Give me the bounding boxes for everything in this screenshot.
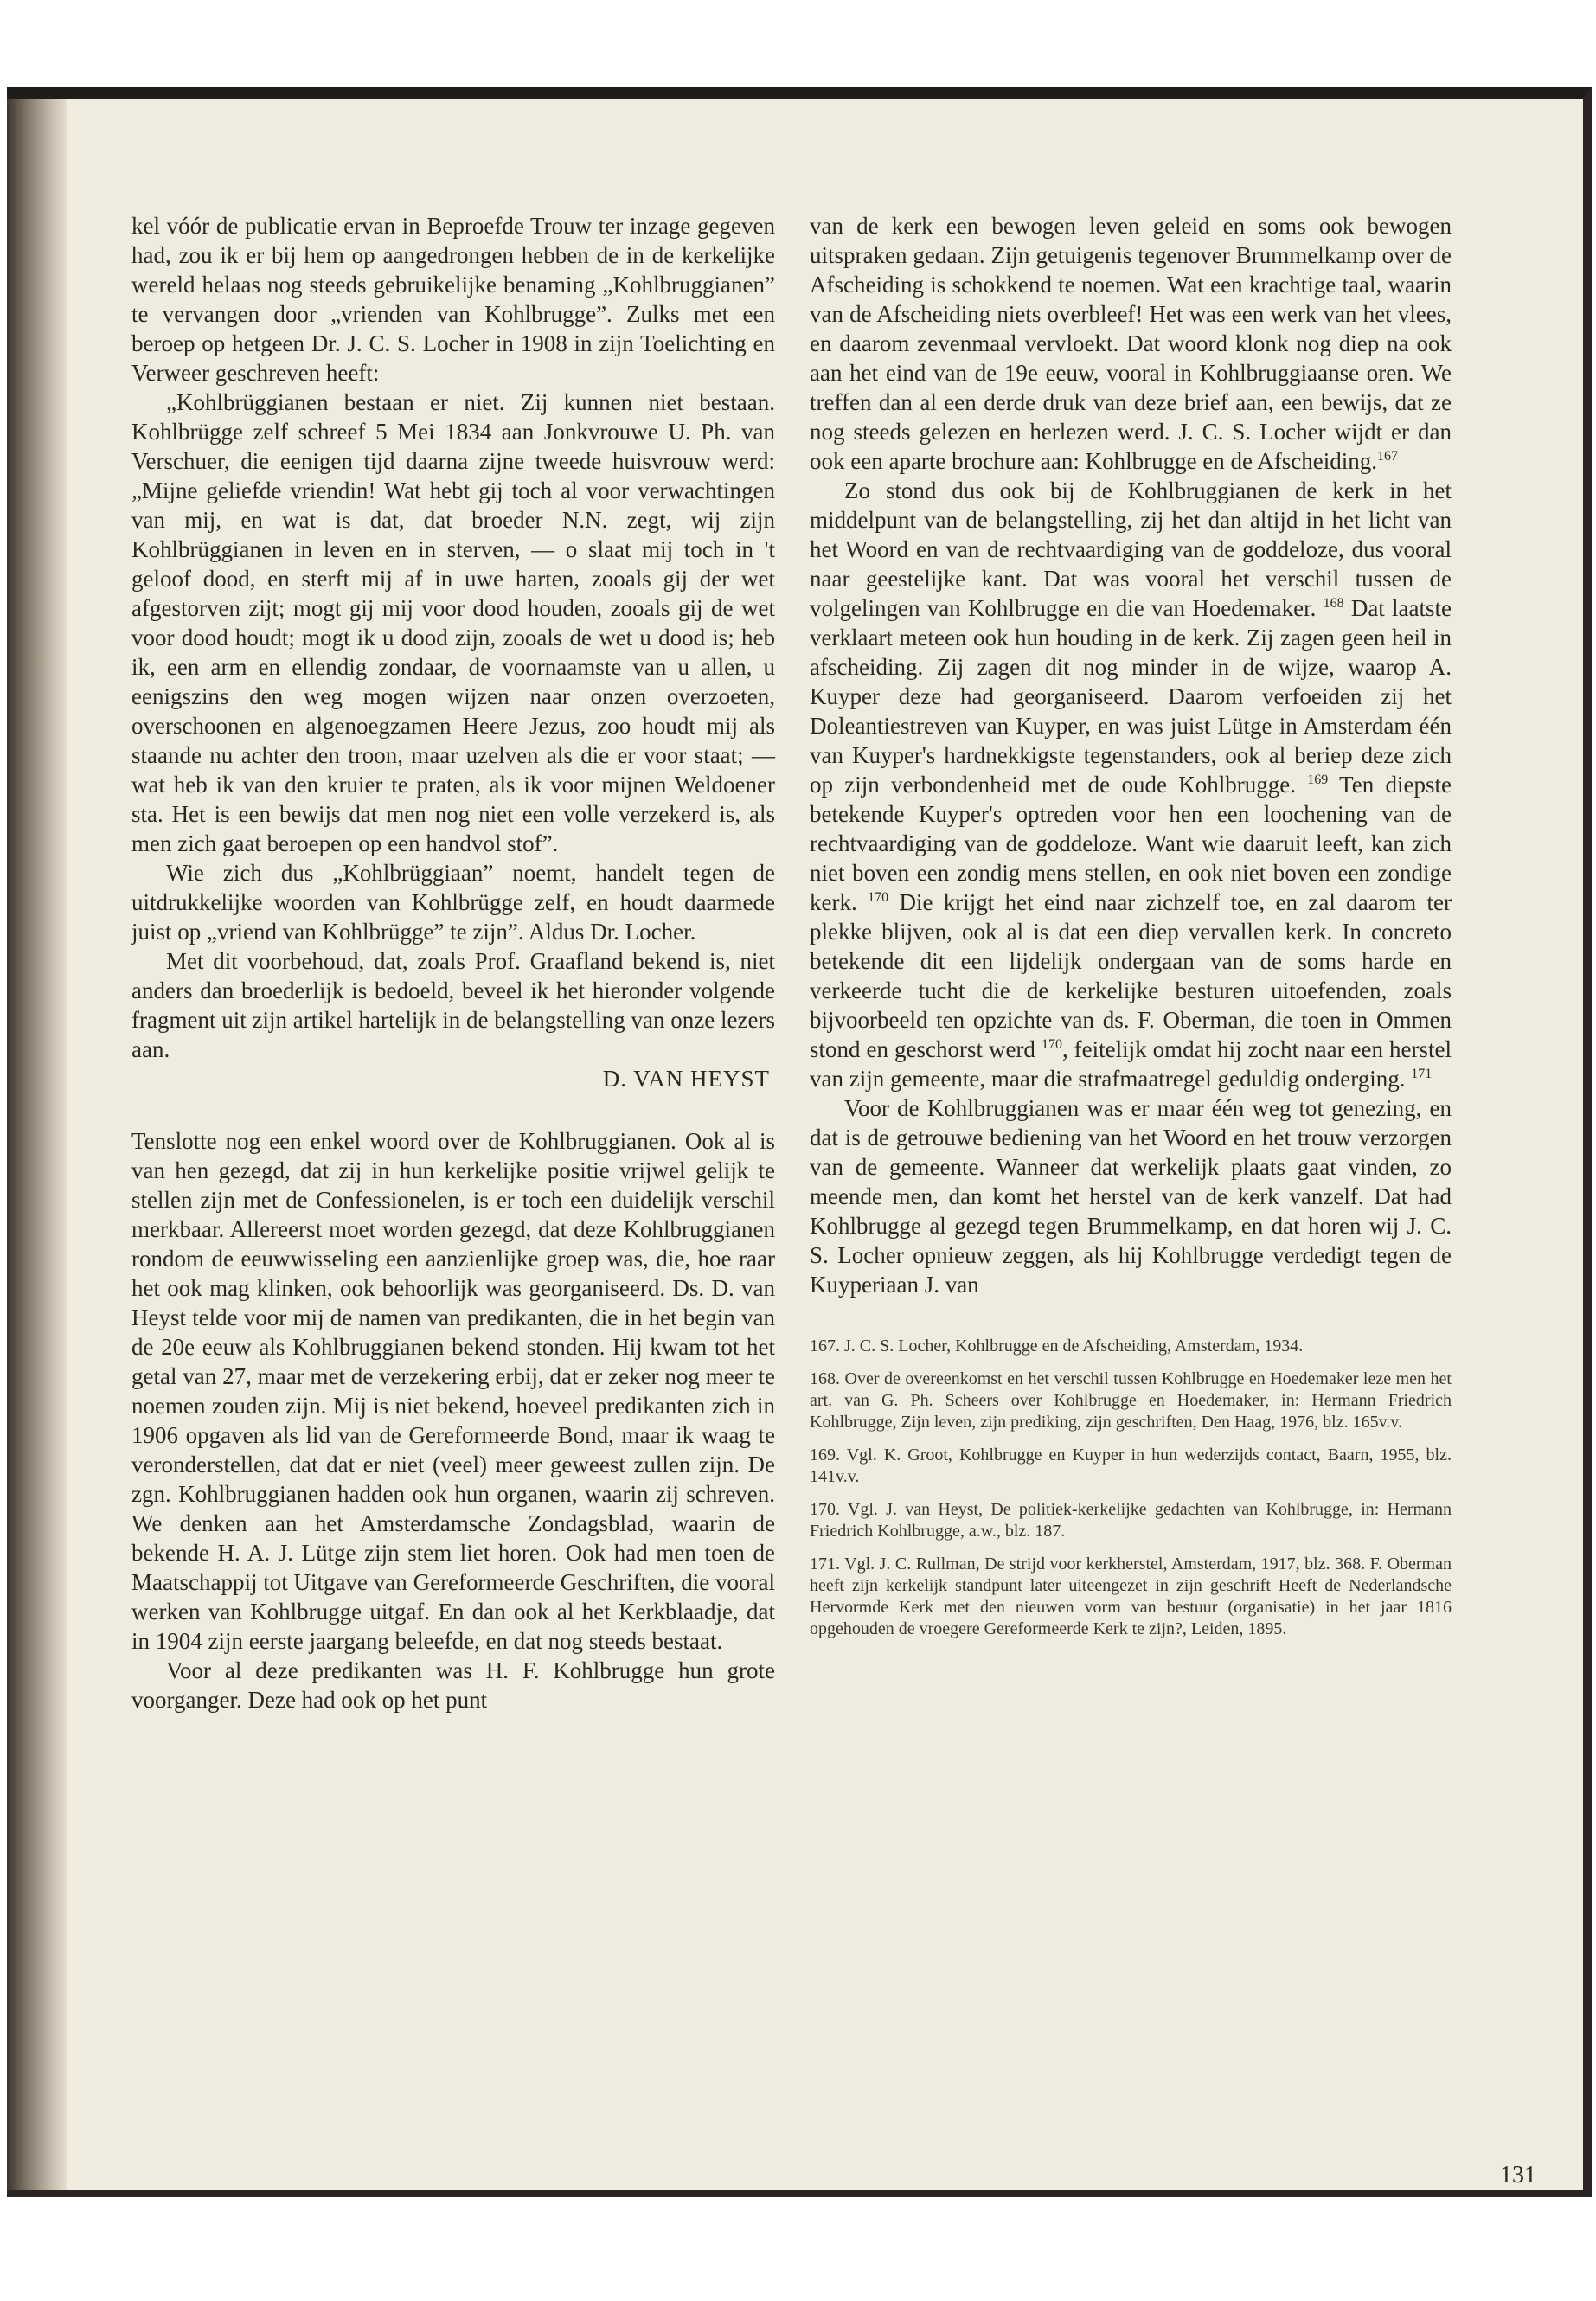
left-paragraph-3: Wie zich dus „Kohlbrüggiaan” noemt, handelt tegen de uitdrukkelijke woorden van Kohlbrügge zelf, en houdt daarmede juist op „vriend van Kohlbrügge” te zijn”. Aldus Dr. Locher.	[131, 860, 775, 945]
footnote-ref-168: 168	[1323, 596, 1344, 611]
footnote-169: 169. Vgl. K. Groot, Kohlbrugge en Kuyper in hun wederzijds contact, Baarn, 1955, blz. 141v.v.	[810, 1445, 1452, 1486]
footnote-ref-170b: 170	[1041, 1037, 1062, 1052]
quote-paragraph: „Kohlbrüggianen bestaan er niet. Zij kunnen niet bestaan. Kohlbrügge zelf schreef 5 Mei 1834 aan Jonkvrouwe U. Ph. van Verschuer, die eenigen tijd daarna zijne tweede huisvrouw werd: „Mijne geliefde vriendin! Wat hebt gij toch al voor verwachtingen van mij, en wat is dat, dat broeder N.N. zegt, wij zijn Kohlbrüggianen in leven en in sterven, — o slaat mij toch in 't geloof dood, en sterft mij af in uwe harten, zooals gij der wet afgestorven zijt; mogt gij mij voor dood houden, zooals gij de wet voor dood houdt; mogt ik u dood zijn, zooals de wet u dood is; heb ik, een arm en ellendig zondaar, de voornaamste van u allen, u eenigszins den weg mogen wijzen naar onzen overzoeten, overschoonen en algenoegzamen Heere Jezus, zoo houdt mij als staande nu achter den troon, maar uzelven als die er voor staat; — wat heb ik van den kruier te praten, als ik voor mijnen Weldoener sta. Het is een bewijs dat men nog niet een volle verzekerd is, als men zich gaat beroepen op een handvol stof”.	[131, 389, 775, 856]
footnote-168: 168. Over de overeenkomst en het verschil tussen Kohlbrugge en Hoedemaker leze men het art. van G. Ph. Scheers over Kohlbrugge en Hoedemaker, in: Hermann Friedrich Kohlbrugge, Zijn leven, zijn prediking, zijn geschriften, Den Haag, 1976, blz. 165v.v.	[810, 1369, 1452, 1432]
footnote-ref-171: 171	[1411, 1067, 1433, 1081]
footnote-167: 167. J. C. S. Locher, Kohlbrugge en de Afscheiding, Amsterdam, 1934.	[810, 1336, 1304, 1356]
left-column	[131, 211, 775, 1715]
left-paragraph-1: kel vóór de publicatie ervan in Beproefde Trouw ter inzage gegeven had, zou ik er bij hem op aangedrongen hebben de in de kerkelijke wereld helaas nog steeds gebruikelijke benaming „Kohlbruggianen” te vervangen door „vrienden van Kohlbrugge”. Zulks met een beroep op hetgeen Dr. J. C. S. Locher in 1908 in zijn Toelichting en Verweer geschreven heeft:	[131, 213, 775, 386]
left-paragraph-4: Met dit voorbehoud, dat, zoals Prof. Graafland bekend is, niet anders dan broederlijk is bedoeld, beveel ik het hieronder volgende fragment uit zijn artikel hartelijk in de belangstelling van onze lezers aan.	[131, 948, 775, 1062]
footnote-ref-170a: 170	[868, 890, 889, 905]
right-column	[810, 211, 1452, 1651]
left-paragraph-6: Voor al deze predikanten was H. F. Kohlbrugge hun grote voorganger. Deze had ook op het punt	[131, 1657, 775, 1713]
footnote-ref-167: 167	[1377, 449, 1399, 464]
footnote-170: 170. Vgl. J. van Heyst, De politiek-kerkelijke gedachten van Kohlbrugge, in: Hermann Friedrich Kohlbrugge, a.w., blz. 187.	[810, 1500, 1452, 1541]
right-p2b-text: Dat laatste verklaart meteen ook hun houding in de kerk. Zij zagen geen heil in afscheiding. Zij zagen dit nog minder in de wijze, waarop A. Kuyper deze had georganiseerd. Daarom verfoeiden zij het Doleantiestreven van Kuyper, en was juist Lütge in Amsterdam één van Kuyper's hardnekkigste tegenstanders, ook al beriep deze zich op zijn verbondenheid met de oude Kohlbrugge.	[810, 595, 1452, 798]
footnote-171: 171. Vgl. J. C. Rullman, De strijd voor kerkherstel, Amsterdam, 1917, blz. 368. F. Oberman heeft zijn kerkelijk standpunt later uiteengezet in zijn geschrift Heeft de Nederlandsche Hervormde Kerk met den nieuwen vorm van bestuur (organisatie) in het jaar 1816 opgehouden de vroegere Gereformeerde Kerk te zijn?, Leiden, 1895.	[810, 1554, 1452, 1638]
book-page	[7, 87, 1592, 2197]
book-binding-shadow	[7, 99, 67, 2190]
right-p2e-text: , feitelijk omdat hij zocht naar een herstel van zijn gemeente, maar die strafmaatregel geduldig onderging.	[810, 1036, 1452, 1092]
right-p2a-text: Zo stond dus ook bij de Kohlbruggianen de kerk in het middelpunt van de belangstelling, zij het dan altijd in het licht van het Woord en van de rechtvaardiging van de goddeloze, dus vooral naar geestelijke kant. Dat was vooral het verschil tussen de volgelingen van Kohlbrugge en die van Hoedemaker.	[810, 478, 1452, 621]
right-p2c-text: Ten diepste betekende Kuyper's optreden voor hen een loochening van de rechtvaardiging van de goddeloze. Want wie daaruit leeft, kan zich niet boven een zondig mens stellen, en ook niet boven een zondige kerk.	[810, 772, 1452, 915]
right-paragraph-1	[810, 211, 1452, 476]
right-p1-text: van de kerk een bewogen leven geleid en soms ook bewogen uitspraken gedaan. Zijn getuigenis tegenover Brummelkamp over de Afscheiding is schokkend te noemen. Wat een krachtige taal, waarin van de Afscheiding niets overbleef! Het was een werk van het vlees, en daarom zevenmaal vervloekt. Dat woord klonk nog diep na ook aan het eind van de 19e eeuw, vooral in Kohlbruggiaanse oren. We treffen dan al een derde druk van deze brief aan, een bewijs, dat ze nog steeds gelezen en herlezen werd. J. C. S. Locher wijdt er dan ook een aparte brochure aan: Kohlbrugge en de Afscheiding.	[810, 213, 1452, 474]
right-paragraph-2	[810, 476, 1452, 1093]
footnotes	[810, 1336, 1452, 1640]
right-paragraph-3: Voor de Kohlbruggianen was er maar één weg tot genezing, en dat is de getrouwe bediening van het Woord en het trouw verzorgen van de gemeente. Wanneer dat werkelijk plaats gaat vinden, zo meende men, dan komt het herstel van de kerk vanzelf. Dat had Kohlbrugge al gezegd tegen Brummelkamp, en dat horen wij J. C. S. Locher opnieuw zeggen, als hij Kohlbrugge verdedigt tegen de Kuyperiaan J. van	[810, 1095, 1452, 1298]
footnote-ref-169: 169	[1307, 772, 1329, 787]
page-number: 131	[1500, 2162, 1536, 2189]
right-p2d-text: Die krijgt het eind naar zichzelf toe, en zal daarom ter plekke blijven, ook al is dat een diep vervallen kerk. In concreto betekende dit een lijdelijk ondergaan van de soms harde en verkeerde tucht die de kerkelijke besturen uitoefenden, zoals bijvoorbeeld ten opzichte van ds. F. Oberman, die toen in Ommen stond en geschorst werd	[810, 889, 1452, 1062]
left-paragraph-5: Tenslotte nog een enkel woord over de Kohlbruggianen. Ook al is van hen gezegd, dat zij in hun kerkelijke positie vrijwel gelijk te stellen zijn met de Confessionelen, is er toch een duidelijk verschil merkbaar. Allereerst moet worden gezegd, dat deze Kohlbruggianen rondom de eeuwwisseling een aanzienlijke groep was, die, hoe raar het ook mag klinken, ook behoorlijk was georganiseerd. Ds. D. van Heyst telde voor mij de namen van predikanten, die in het begin van de 20e eeuw als Kohlbruggianen bekend stonden. Hij kwam tot het getal van 27, maar met de verzekering erbij, dat er zeker nog meer te noemen zouden zijn. Mij is niet bekend, hoeveel predikanten zich in 1906 opgaven als lid van de Gereformeerde Bond, maar ik waag te veronderstellen, dat dat er niet (veel) meer geweest zullen zijn. De zgn. Kohlbruggianen hadden ook hun organen, waarin zij schreven. We denken aan het Amsterdamsche Zondagsblad, waarin de bekende H. A. J. Lütge zijn stem liet horen. Ook had men toen de Maatschappij tot Uitgave van Gereformeerde Geschriften, die vooral werken van Kohlbrugge uitgaf. En dan ook al het Kerkblaadje, dat in 1904 zijn eerste jaargang beleefde, en dat nog steeds bestaat.	[131, 1128, 775, 1654]
author-signature: D. VAN HEYST	[602, 1066, 770, 1092]
